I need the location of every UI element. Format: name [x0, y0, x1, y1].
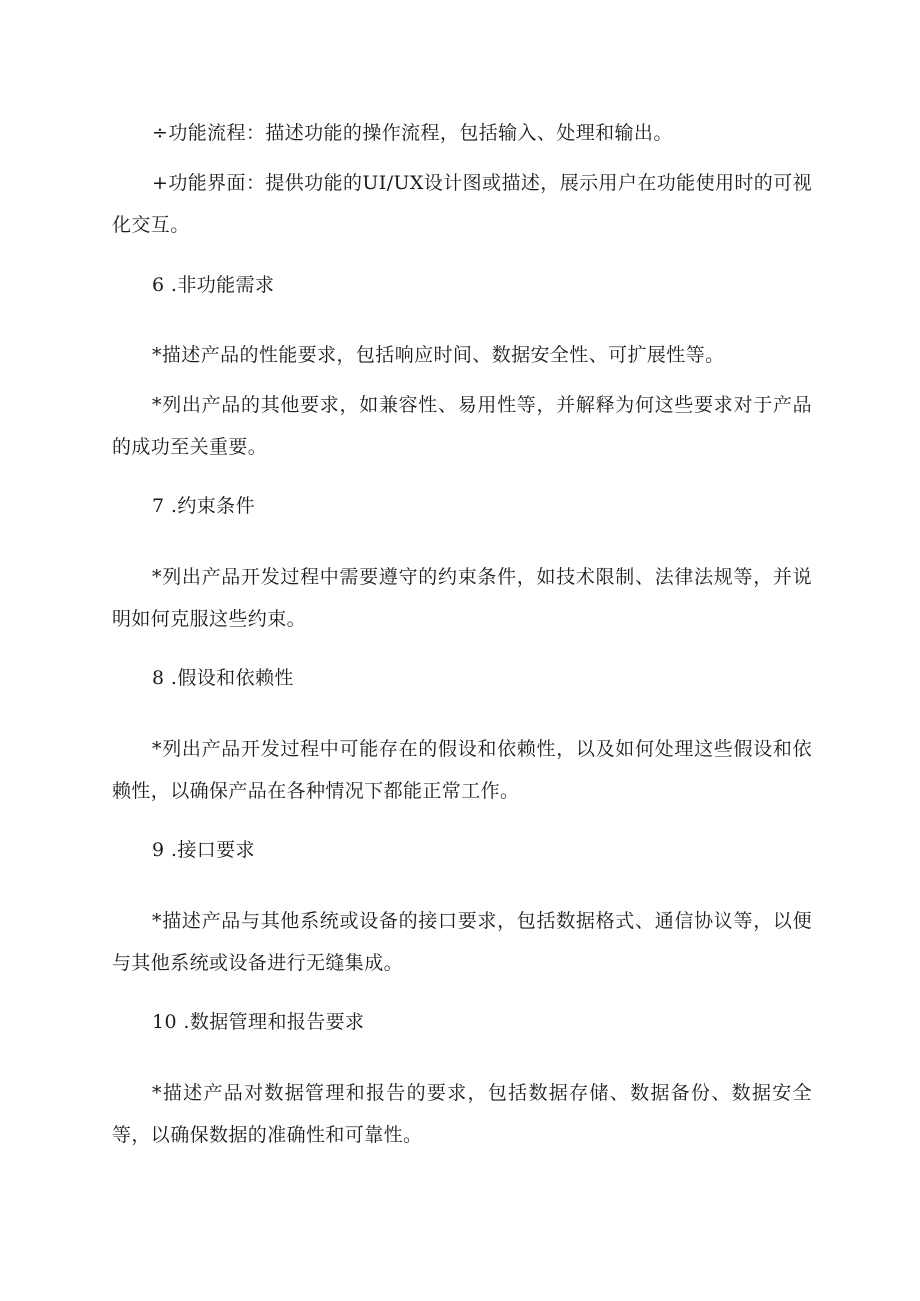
section-heading-10: 10 .数据管理和报告要求: [152, 1011, 365, 1033]
paragraph-function-flow: ÷功能流程：描述功能的操作流程，包括输入、处理和输出。: [152, 122, 673, 144]
paragraph-function-interface: +功能界面：提供功能的UI/UX设计图或描述，展示用户在功能使用时的可视化交互。: [112, 172, 812, 236]
section-heading-9: 9 .接口要求: [152, 839, 255, 861]
paragraph-interface-requirements: *描述产品与其他系统或设备的接口要求，包括数据格式、通信协议等，以便与其他系统或设备进行无缝集成。: [112, 910, 812, 974]
paragraph-assumptions: *列出产品开发过程中可能存在的假设和依赖性，以及如何处理这些假设和依赖性，以确保产品在各种情况下都能正常工作。: [112, 738, 812, 802]
section-heading-8: 8 .假设和依赖性: [152, 667, 294, 689]
paragraph-data-management: *描述产品对数据管理和报告的要求，包括数据存储、数据备份、数据安全等，以确保数据的准确性和可靠性。: [112, 1082, 812, 1146]
section-heading-7: 7 .约束条件: [152, 495, 255, 517]
paragraph-other-requirements: *列出产品的其他要求，如兼容性、易用性等，并解释为何这些要求对于产品的成功至关重要。: [112, 394, 812, 458]
paragraph-performance-requirements: *描述产品的性能要求，包括响应时间、数据安全性、可扩展性等。: [152, 344, 725, 366]
paragraph-constraints: *列出产品开发过程中需要遵守的约束条件，如技术限制、法律法规等，并说明如何克服这些约束。: [112, 566, 812, 630]
section-heading-6: 6 .非功能需求: [152, 274, 275, 296]
